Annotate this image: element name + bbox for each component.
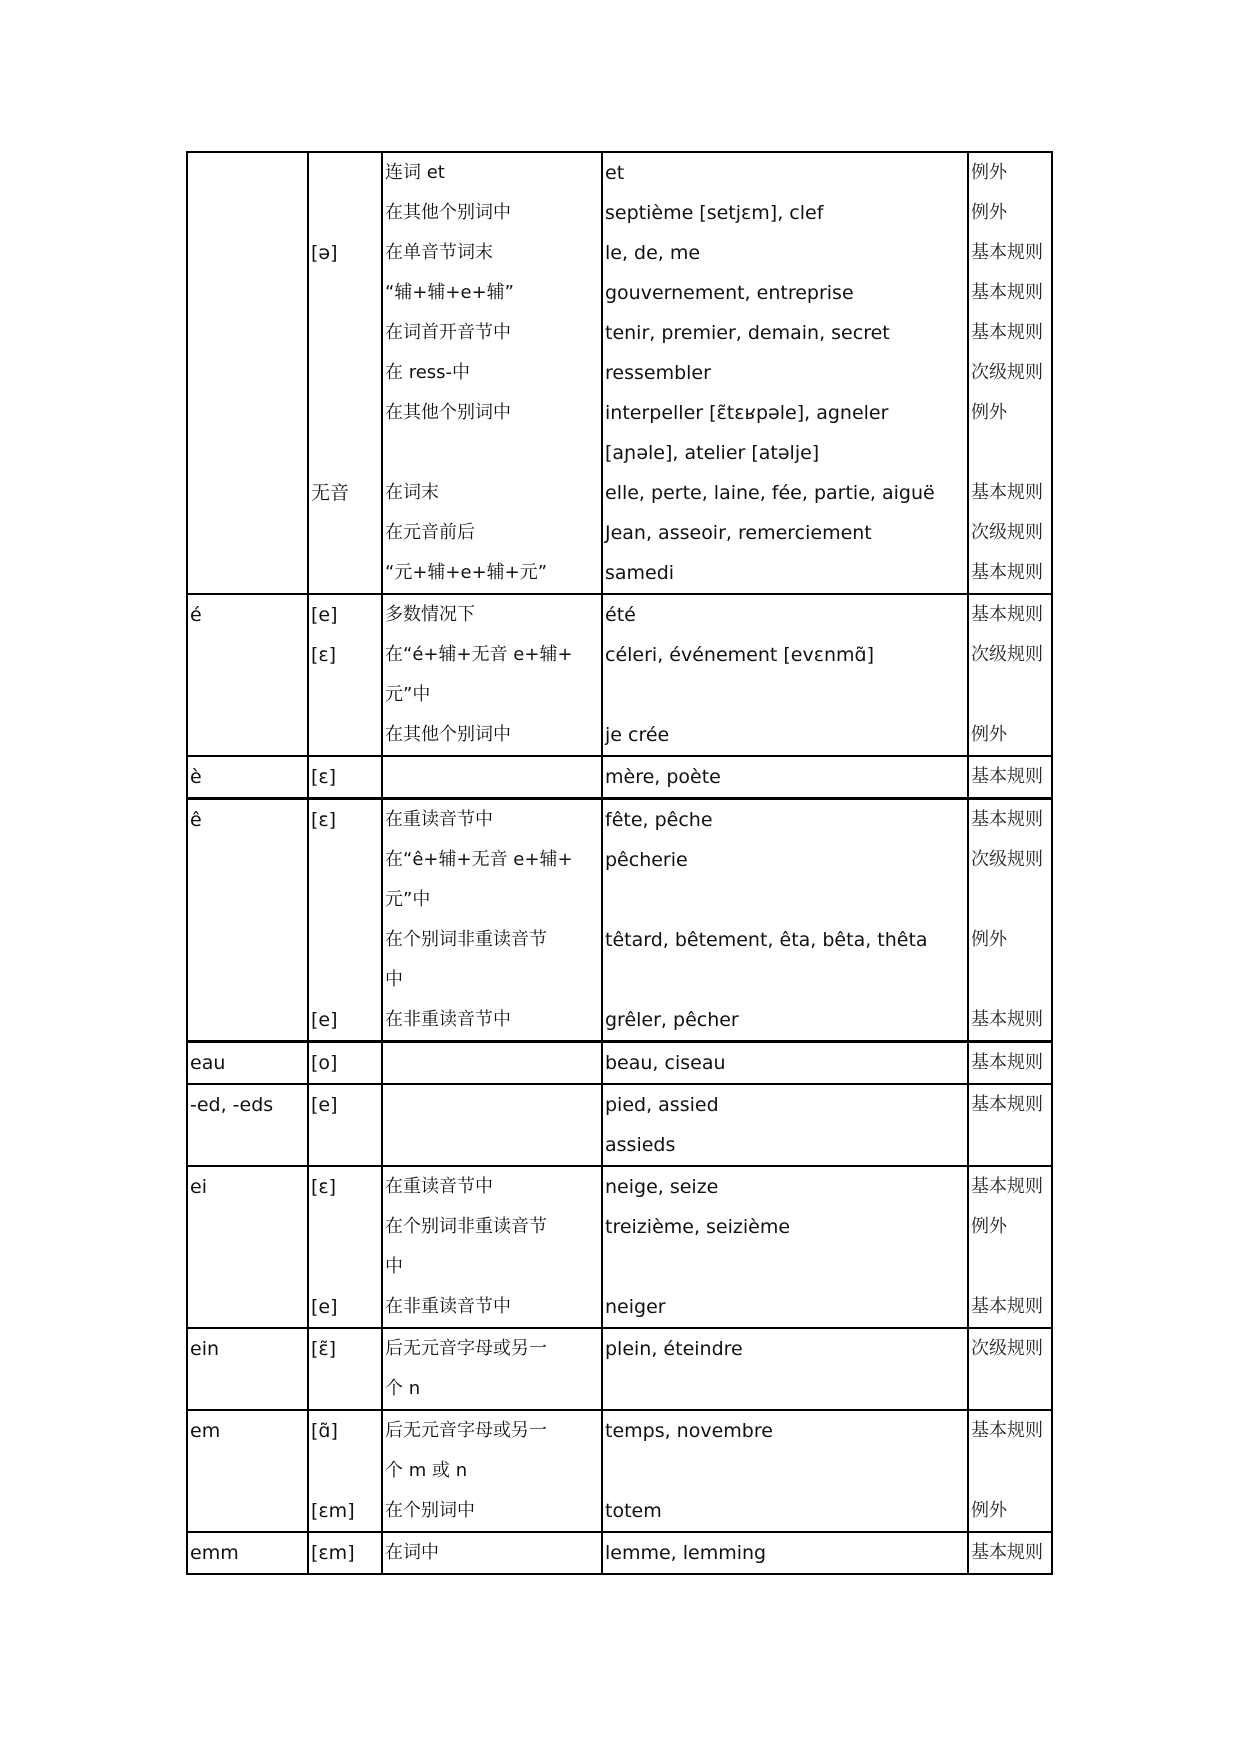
condition-line: 中 (385, 1256, 403, 1277)
phoneme-cell (308, 1532, 382, 1574)
condition-cell (382, 1166, 602, 1328)
example-line (603, 960, 967, 1000)
letter-text: ein (190, 1338, 220, 1360)
phoneme-line (309, 1247, 381, 1287)
condition-cell (382, 756, 602, 799)
rule-type-line: 基本规则 (971, 604, 1043, 625)
example-cell (602, 1410, 968, 1532)
rule-type-line: 基本规则 (971, 1296, 1043, 1317)
example-line: fête, pêche (605, 809, 713, 831)
condition-cell (382, 1084, 602, 1166)
example-line: totem (605, 1500, 662, 1522)
condition-line: 在词中 (385, 1542, 439, 1563)
phoneme-line (309, 1369, 381, 1409)
example-cell (602, 1328, 968, 1410)
example-line: pied, assied (605, 1094, 719, 1116)
example-cell (602, 152, 968, 594)
phoneme-cell (308, 1328, 382, 1410)
rule-type-line: 例外 (971, 402, 1007, 423)
condition-line: 在个别词中 (385, 1500, 475, 1521)
example-line: têtard, bêtement, êta, bêta, thêta (605, 929, 928, 951)
condition-line: 在重读音节中 (385, 809, 493, 830)
rule-type-cell (968, 152, 1052, 594)
rule-type-cell (968, 594, 1052, 756)
letter-text: em (190, 1420, 221, 1442)
condition-line: 多数情况下 (385, 604, 475, 625)
letter-cell (187, 594, 308, 756)
rule-type-line: 基本规则 (971, 1420, 1043, 1441)
letter-text: -ed, -eds (190, 1094, 274, 1116)
example-line: ressembler (605, 362, 711, 384)
pronunciation-rules-table (186, 151, 1053, 1575)
table-row (187, 799, 1052, 1042)
rule-type-line: 基本规则 (971, 282, 1043, 303)
phoneme-line: [ɛm] (311, 1542, 355, 1564)
letter-text: emm (190, 1542, 239, 1564)
rule-type-line: 基本规则 (971, 482, 1043, 503)
rule-type-line: 基本规则 (971, 809, 1043, 830)
phoneme-line: [ɛ] (311, 644, 337, 666)
rule-type-line: 基本规则 (971, 766, 1043, 787)
rule-type-line (969, 960, 1051, 1000)
letter-cell (187, 799, 308, 1042)
condition-line: 后无元音字母或另一 (385, 1420, 547, 1441)
letter-cell (187, 152, 308, 594)
rule-type-line: 基本规则 (971, 242, 1043, 263)
phoneme-line (309, 273, 381, 313)
phoneme-line (309, 393, 381, 433)
example-line: grêler, pêcher (605, 1009, 739, 1031)
condition-line: 在个别词非重读音节 (385, 1216, 547, 1237)
example-line: neige, seize (605, 1176, 719, 1198)
condition-line: 在 ress-中 (385, 362, 471, 383)
rule-type-line: 基本规则 (971, 562, 1043, 583)
phoneme-line (309, 513, 381, 553)
example-line (603, 1451, 967, 1491)
example-cell (602, 594, 968, 756)
letter-text: eau (190, 1052, 226, 1074)
rule-type-line: 例外 (971, 202, 1007, 223)
phoneme-cell (308, 1042, 382, 1085)
condition-line: 在其他个别词中 (385, 402, 511, 423)
phoneme-line: 无音 (311, 482, 350, 504)
condition-line: 在其他个别词中 (385, 202, 511, 223)
table-row (187, 1166, 1052, 1328)
rule-type-line: 例外 (971, 1500, 1007, 1521)
phoneme-line: [e] (311, 1094, 338, 1116)
condition-line: “元+辅+e+辅+元” (385, 562, 548, 583)
condition-cell (382, 799, 602, 1042)
rule-type-cell (968, 1328, 1052, 1410)
rule-type-line (969, 1369, 1051, 1409)
phoneme-cell (308, 152, 382, 594)
phoneme-line: [e] (311, 604, 338, 626)
condition-cell (382, 152, 602, 594)
condition-line: 在个别词非重读音节 (385, 929, 547, 950)
letter-text: è (190, 766, 202, 788)
condition-line: “辅+辅+e+辅” (385, 282, 514, 303)
condition-line: 在元音前后 (385, 522, 475, 543)
phoneme-line (309, 880, 381, 920)
rule-type-line: 次级规则 (971, 522, 1043, 543)
phoneme-line (309, 960, 381, 1000)
letter-text: ei (190, 1176, 207, 1198)
phoneme-line: [ɛ] (311, 809, 337, 831)
condition-line: 元”中 (385, 684, 431, 705)
letter-cell (187, 1166, 308, 1328)
phoneme-line: [ə] (311, 242, 338, 264)
rule-type-line (969, 1247, 1051, 1287)
rule-type-line (969, 675, 1051, 715)
rule-type-cell (968, 1042, 1052, 1085)
example-line: samedi (605, 562, 675, 584)
condition-cell (382, 1532, 602, 1574)
example-line: plein, éteindre (605, 1338, 743, 1360)
rule-type-line: 例外 (971, 1216, 1007, 1237)
phoneme-line (309, 675, 381, 715)
condition-line: 在单音节词末 (385, 242, 493, 263)
rule-type-line: 基本规则 (971, 1052, 1043, 1073)
rule-type-line: 例外 (971, 724, 1007, 745)
table-row (187, 1532, 1052, 1574)
example-cell (602, 1532, 968, 1574)
rule-type-line: 次级规则 (971, 362, 1043, 383)
condition-line (383, 1125, 601, 1165)
table-row (187, 1084, 1052, 1166)
condition-cell (382, 1042, 602, 1085)
example-line: je crée (605, 724, 670, 746)
letter-text: é (190, 604, 202, 626)
letter-cell (187, 1410, 308, 1532)
example-cell (602, 1084, 968, 1166)
condition-line: 在非重读音节中 (385, 1009, 511, 1030)
table-row (187, 594, 1052, 756)
rule-type-line: 基本规则 (971, 1176, 1043, 1197)
phoneme-line: [o] (311, 1052, 338, 1074)
phoneme-line: [ɑ̃] (311, 1420, 338, 1442)
condition-cell (382, 1328, 602, 1410)
example-line: beau, ciseau (605, 1052, 726, 1074)
example-cell (602, 756, 968, 799)
rule-type-line (969, 433, 1051, 473)
example-cell (602, 799, 968, 1042)
rule-type-line: 基本规则 (971, 1009, 1043, 1030)
rule-type-cell (968, 1084, 1052, 1166)
phoneme-line (309, 1207, 381, 1247)
condition-line: 在“é+辅+无音 e+辅+ (385, 644, 573, 665)
example-line: treizième, seizième (605, 1216, 791, 1238)
phoneme-line (309, 353, 381, 393)
rule-type-line: 次级规则 (971, 849, 1043, 870)
example-line: assieds (605, 1134, 676, 1156)
condition-line: 在其他个别词中 (385, 724, 511, 745)
example-line: [aɲəle], atelier [atəlje] (605, 442, 820, 464)
rule-type-cell (968, 1532, 1052, 1574)
rule-type-cell (968, 1166, 1052, 1328)
condition-cell (382, 1410, 602, 1532)
rule-type-line: 基本规则 (971, 322, 1043, 343)
phoneme-line (309, 313, 381, 353)
example-line: elle, perte, laine, fée, partie, aiguë (605, 482, 935, 504)
condition-cell (382, 594, 602, 756)
example-line: temps, novembre (605, 1420, 773, 1442)
condition-line: 在重读音节中 (385, 1176, 493, 1197)
phoneme-line (309, 920, 381, 960)
phoneme-cell (308, 756, 382, 799)
table-row (187, 756, 1052, 799)
rule-type-cell (968, 799, 1052, 1042)
example-line: neiger (605, 1296, 666, 1318)
table-row (187, 152, 1052, 594)
condition-line: 在词首开音节中 (385, 322, 511, 343)
condition-line: 个 n (385, 1378, 421, 1399)
example-line (603, 880, 967, 920)
example-cell (602, 1042, 968, 1085)
phoneme-line (309, 1125, 381, 1165)
example-line: interpeller [ɛ̃tɛʁpəle], agneler (605, 402, 889, 424)
rule-type-cell (968, 1410, 1052, 1532)
table-row (187, 1410, 1052, 1532)
example-line (603, 1247, 967, 1287)
phoneme-line (309, 193, 381, 233)
example-line: pêcherie (605, 849, 688, 871)
phoneme-cell (308, 594, 382, 756)
phoneme-line: [ɛ̃] (311, 1338, 337, 1360)
phoneme-line (309, 840, 381, 880)
condition-line: 连词 et (385, 162, 445, 183)
condition-line: 元”中 (385, 889, 431, 910)
letter-text (188, 153, 307, 193)
rule-type-line: 基本规则 (971, 1094, 1043, 1115)
condition-line: 个 m 或 n (385, 1460, 468, 1481)
condition-line (383, 1085, 601, 1125)
table-row (187, 1328, 1052, 1410)
example-line (603, 675, 967, 715)
phoneme-line (309, 1451, 381, 1491)
phoneme-line: [e] (311, 1296, 338, 1318)
rule-type-cell (968, 756, 1052, 799)
condition-line: 在非重读音节中 (385, 1296, 511, 1317)
rule-type-line: 例外 (971, 162, 1007, 183)
rule-type-line: 基本规则 (971, 1542, 1043, 1563)
rule-type-line (969, 1125, 1051, 1165)
rule-type-line: 例外 (971, 929, 1007, 950)
example-line: céleri, événement [evɛnmɑ̃] (605, 644, 874, 666)
letter-cell (187, 1084, 308, 1166)
condition-line: 中 (385, 969, 403, 990)
condition-line: 在“ê+辅+无音 e+辅+ (385, 849, 573, 870)
letter-cell (187, 1042, 308, 1085)
example-line: tenir, premier, demain, secret (605, 322, 890, 344)
phoneme-cell (308, 1410, 382, 1532)
rule-type-line: 次级规则 (971, 644, 1043, 665)
phoneme-line: [ɛ] (311, 1176, 337, 1198)
phoneme-cell (308, 799, 382, 1042)
rule-type-line (969, 880, 1051, 920)
phoneme-line (309, 433, 381, 473)
letter-cell (187, 756, 308, 799)
example-line: septième [setjɛm], clef (605, 202, 824, 224)
letter-text: ê (190, 809, 202, 831)
phoneme-cell (308, 1084, 382, 1166)
table-row (187, 1042, 1052, 1085)
example-cell (602, 1166, 968, 1328)
example-line: lemme, lemming (605, 1542, 767, 1564)
example-line: Jean, asseoir, remerciement (605, 522, 872, 544)
example-line: mère, poète (605, 766, 721, 788)
phoneme-line: [ɛm] (311, 1500, 355, 1522)
condition-line: 后无元音字母或另一 (385, 1338, 547, 1359)
example-line: été (605, 604, 636, 626)
letter-cell (187, 1328, 308, 1410)
condition-line: 在词末 (385, 482, 439, 503)
example-line (603, 1369, 967, 1409)
letter-cell (187, 1532, 308, 1574)
phoneme-line: [ɛ] (311, 766, 337, 788)
document-page (186, 151, 1051, 1590)
rule-type-line: 次级规则 (971, 1338, 1043, 1359)
phoneme-cell (308, 1166, 382, 1328)
phoneme-line (309, 715, 381, 755)
condition-line (383, 757, 601, 797)
phoneme-line: [e] (311, 1009, 338, 1031)
condition-line (383, 1043, 601, 1083)
phoneme-line (309, 153, 381, 193)
rule-type-line (969, 1451, 1051, 1491)
example-line: le, de, me (605, 242, 701, 264)
phoneme-line (309, 553, 381, 593)
condition-line (383, 433, 601, 473)
example-line: gouvernement, entreprise (605, 282, 854, 304)
example-line: et (605, 162, 625, 184)
